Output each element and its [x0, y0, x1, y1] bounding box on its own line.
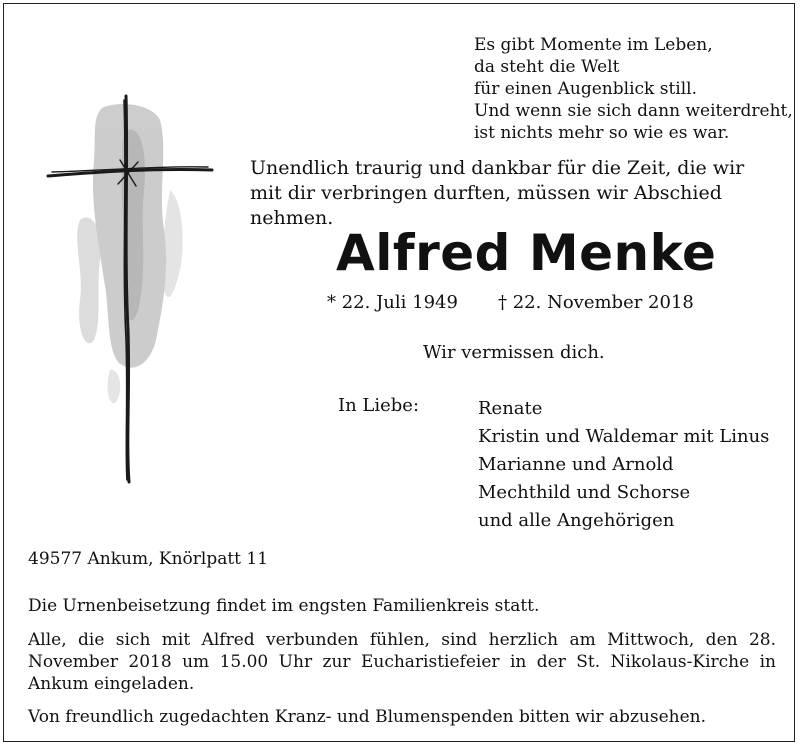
address: 49577 Ankum, Knörlpatt 11	[28, 549, 269, 569]
service-note: Alle, die sich mit Alfred verbunden fühlen, sind herzlich am Mittwoch, den 28. November 2018 um 15.00 Uhr zur Eucharistiefeier in der St. Nikolaus-Kirche in Ankum eingeladen.	[28, 630, 776, 694]
cross-icon	[40, 90, 230, 490]
poem: Es gibt Momente im Leben, da steht die Welt für einen Augenblick still. Und wenn sie sich dann weiterdreht, ist nichts mehr so wie es war.	[474, 35, 793, 143]
deceased-name: Alfred Menke	[336, 224, 717, 282]
list-item: Mechthild und Schorse	[478, 482, 691, 503]
urn-burial-note: Die Urnenbeisetzung findet im engsten Familienkreis statt.	[28, 596, 540, 616]
miss-you-text: Wir vermissen dich.	[423, 342, 605, 363]
in-love-label: In Liebe:	[338, 395, 420, 416]
mourners-list	[478, 395, 769, 535]
intro-text: Unendlich traurig und dankbar für die Zeit, die wir mit dir verbringen durften, müssen wir Abschied nehmen.	[250, 157, 745, 229]
list-item: Marianne und Arnold	[478, 454, 674, 475]
flowers-note: Von freundlich zugedachten Kranz- und Blumenspenden bitten wir abzusehen.	[28, 707, 706, 727]
list-item: und alle Angehörigen	[478, 510, 675, 531]
death-date: † 22. November 2018	[498, 292, 694, 313]
list-item: Kristin und Waldemar mit Linus	[478, 426, 770, 447]
birth-date: * 22. Juli 1949	[327, 292, 458, 313]
list-item: Renate	[478, 398, 543, 419]
